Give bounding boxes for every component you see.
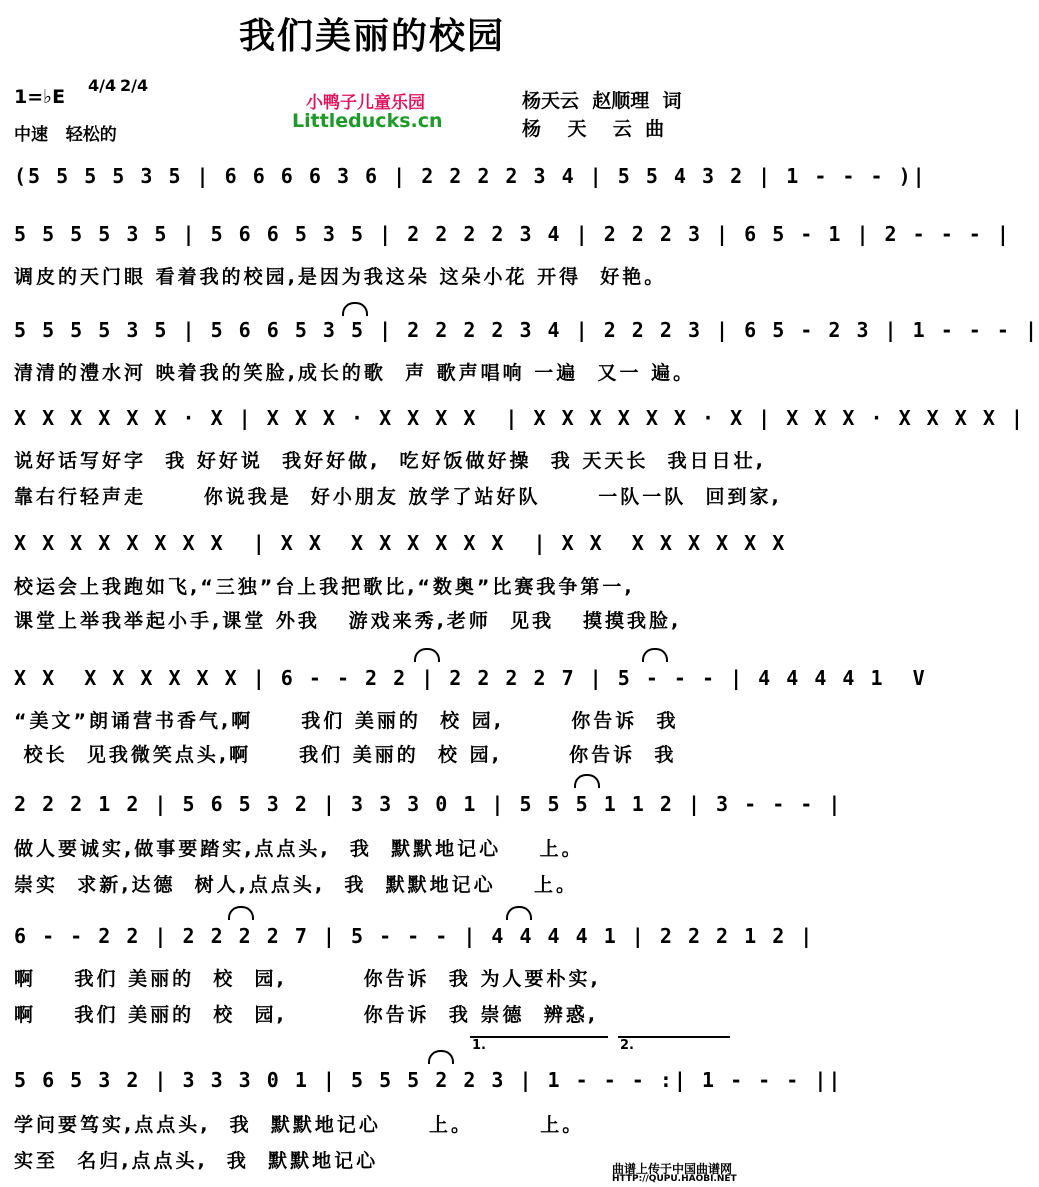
site-logo-en: Littleducks.cn	[292, 110, 443, 132]
lyric-line-verse-1: 说好话写好字 我 好好说 我好好做, 吃好饭做好操 我 天天长 我日日壮,	[14, 450, 766, 472]
jianpu-notes: X X X X X X X X | X X X X X X X X | X X X X X X X X	[14, 531, 787, 555]
first-ending-label: 1.	[472, 1038, 486, 1053]
lyric-line-verse-2: 靠右行轻声走 你说我是 好小朋友 放学了站好队 一队一队 回到家,	[14, 486, 782, 508]
lyric-line-verse-1: 校运会上我跑如飞,“三独”台上我把歌比,“数奥”比赛我争第一,	[14, 576, 635, 598]
lyric-line-verse-2: 啊 我们 美丽的 校 园, 你告诉 我 崇德 辨惑,	[14, 1004, 598, 1026]
jianpu-notes: 6 - - 2 2 | 2 2 2 2 7 | 5 - - - | 4 4 4 4 1 | 2 2 2 1 2 |	[14, 924, 815, 948]
site-logo-cn: 小鸭子儿童乐园	[306, 93, 425, 113]
tie-mark	[342, 302, 368, 316]
jianpu-notes: 5 6 5 3 2 | 3 3 3 0 1 | 5 5 5 2 2 3 | 1 - - - :| 1 - - - ||	[14, 1068, 843, 1092]
footer-watermark-url: HTTP://QUPU.HAOBI.NET	[612, 1174, 737, 1184]
score-system-6	[14, 788, 843, 838]
score-system-intro	[14, 160, 927, 210]
lyric-line-verse-1: 啊 我们 美丽的 校 园, 你告诉 我 为人要朴实,	[14, 968, 601, 990]
score-system-2	[14, 314, 1039, 364]
second-ending-bracket	[618, 1036, 730, 1038]
time-signature-1: 4/4	[88, 76, 117, 95]
lyricist-credit: 杨天云 赵顺理 词	[522, 90, 682, 112]
lyric-line-verse-1: “美文”朗诵营书香气,啊 我们 美丽的 校 园, 你告诉 我	[14, 710, 679, 732]
jianpu-notes: X X X X X X · X | X X X · X X X X | X X X X X X · X | X X X · X X X X |	[14, 406, 1025, 430]
jianpu-notes: 2 2 2 1 2 | 5 6 5 3 2 | 3 3 3 0 1 | 5 5 5 1 1 2 | 3 - - - |	[14, 792, 843, 816]
score-system-3	[14, 402, 1025, 452]
lyric-line: 调皮的天门眼 看着我的校园,是因为我这朵 这朵小花 开得 好艳。	[14, 266, 667, 288]
score-system-1	[14, 218, 1011, 268]
score-system-8	[14, 1064, 843, 1114]
score-system-5	[14, 662, 927, 712]
first-ending-bracket	[470, 1036, 608, 1038]
page-title: 我们美丽的校园	[238, 16, 505, 57]
score-system-4	[14, 527, 787, 577]
lyric-line-verse-2: 实至 名归,点点头, 我 默默地记心	[14, 1150, 379, 1172]
lyric-line-verse-2: 校长 见我微笑点头,啊 我们 美丽的 校 园, 你告诉 我	[14, 744, 677, 766]
jianpu-notes: 5 5 5 5 3 5 | 5 6 6 5 3 5 | 2 2 2 2 3 4 | 2 2 2 3 | 6 5 - 2 3 | 1 - - - |	[14, 318, 1039, 342]
jianpu-notes: (5 5 5 5 3 5 | 6 6 6 6 3 6 | 2 2 2 2 3 4 | 5 5 4 3 2 | 1 - - - )|	[14, 164, 927, 188]
tie-mark	[228, 906, 254, 920]
jianpu-notes: X X X X X X X X | 6 - - 2 2 | 2 2 2 2 7 | 5 - - - | 4 4 4 4 1 V	[14, 666, 927, 690]
tie-mark	[574, 774, 600, 788]
footer-watermark-cn: 曲谱上传于中国曲谱网	[612, 1162, 733, 1176]
lyric-line-verse-2: 崇实 求新,达德 树人,点点头, 我 默默地记心 上。	[14, 874, 579, 896]
jianpu-notes: 5 5 5 5 3 5 | 5 6 6 5 3 5 | 2 2 2 2 3 4 | 2 2 2 3 | 6 5 - 1 | 2 - - - |	[14, 222, 1011, 246]
tempo-marking: 中速 轻松的	[14, 125, 117, 145]
lyric-line-verse-1: 学问要笃实,点点头, 我 默默地记心 上。 上。	[14, 1114, 585, 1136]
lyric-line-verse-2: 课堂上举我举起小手,课堂 外我 游戏来秀,老师 见我 摸摸我脸,	[14, 610, 682, 632]
lyric-line-verse-1: 做人要诚实,做事要踏实,点点头, 我 默默地记心 上。	[14, 838, 584, 860]
tie-mark	[428, 1050, 454, 1064]
tie-mark	[506, 906, 532, 920]
composer-credit: 杨 天 云 曲	[522, 118, 665, 140]
lyric-line: 清清的澧水河 映着我的笑脸,成长的歌 声 歌声唱响 一遍 又一 遍。	[14, 362, 696, 384]
second-ending-label: 2.	[620, 1038, 634, 1053]
key-signature: 1=♭E	[14, 86, 66, 108]
tie-mark	[414, 648, 440, 662]
time-signature-2: 2/4	[120, 76, 149, 95]
score-system-7	[14, 920, 815, 970]
tie-mark	[642, 648, 668, 662]
